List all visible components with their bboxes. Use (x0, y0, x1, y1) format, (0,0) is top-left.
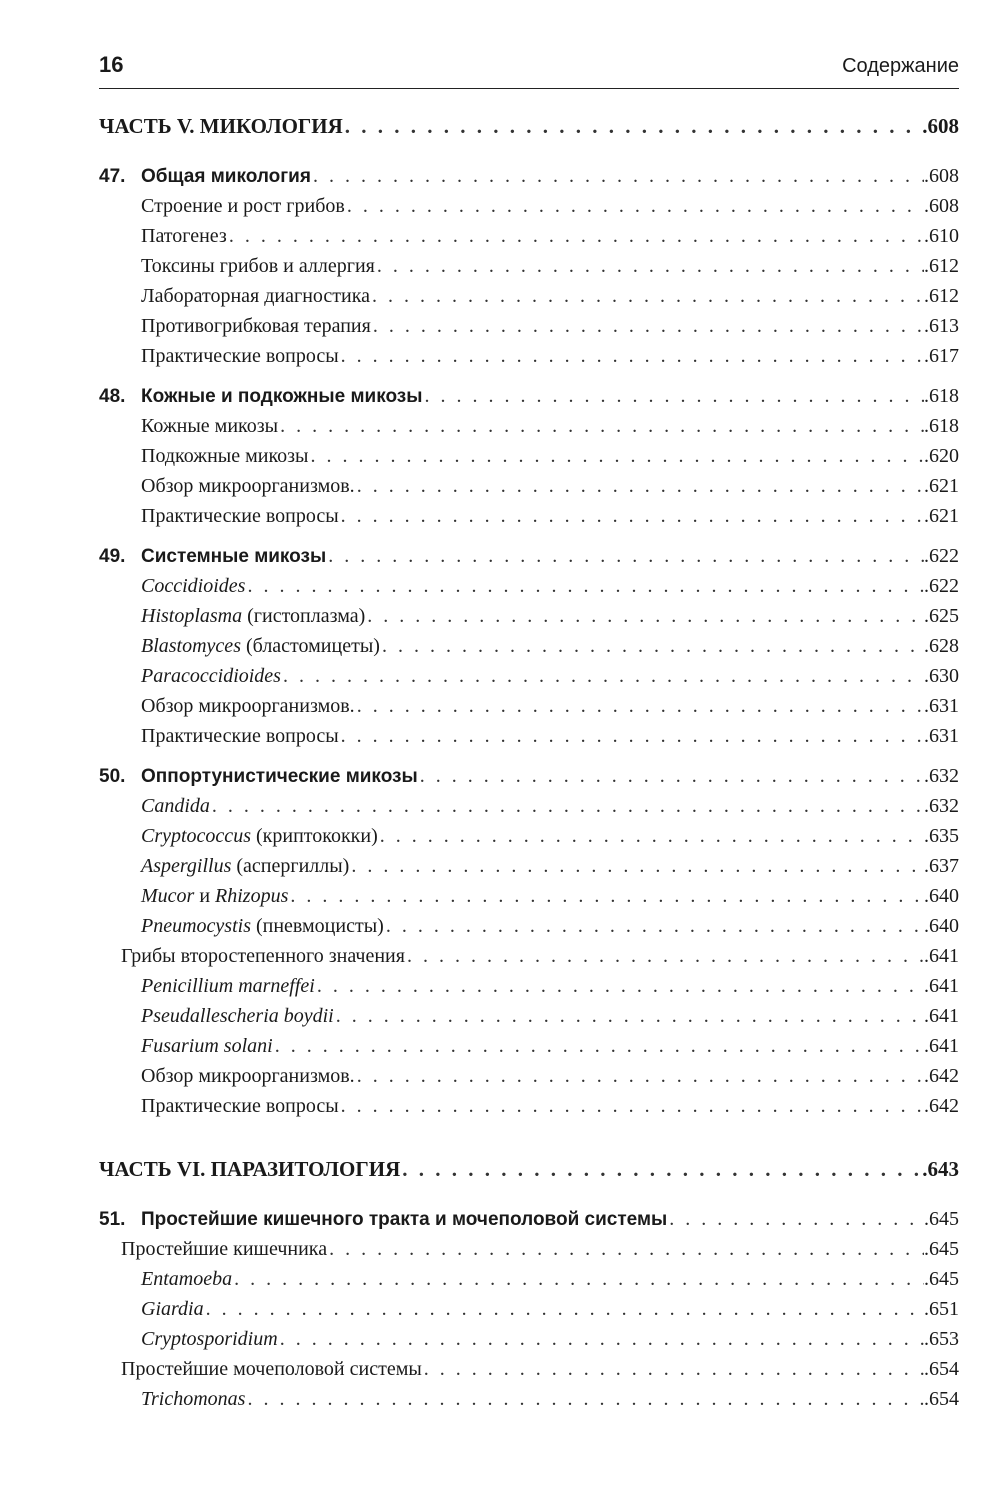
toc-chapter-number: 47. (99, 166, 126, 187)
toc-page: .654 (924, 1388, 959, 1410)
toc-page: .617 (924, 345, 959, 367)
toc-page: .613 (924, 315, 959, 337)
toc-entry[interactable] (99, 1031, 959, 1061)
toc-entry-latin: Rhizopus (215, 885, 289, 907)
toc-entry-label: Противогрибковая терапия (141, 315, 371, 337)
toc-entry-label: Простейшие мочеполовой системы (121, 1358, 422, 1380)
toc-entry-label: Практические вопросы (141, 505, 339, 527)
toc-page: .645 (924, 1208, 959, 1230)
toc-part-label: ЧАСТЬ VI. ПАРАЗИТОЛОГИЯ (99, 1157, 401, 1181)
toc-page: .645 (924, 1268, 959, 1290)
toc-page: .632 (924, 795, 959, 817)
toc-entry-label: Лабораторная диагностика (141, 285, 371, 307)
toc-page: .642 (924, 1065, 959, 1087)
toc-part-6[interactable] (99, 1154, 959, 1184)
toc-page: .628 (924, 635, 959, 657)
toc-entry[interactable] (99, 571, 959, 601)
toc-entry-label: Обзор микроорганизмов. (141, 1065, 355, 1087)
toc-page: .622 (924, 545, 959, 567)
toc-subsection[interactable] (99, 941, 959, 971)
toc-chapter-title: Общая микология (141, 166, 311, 187)
toc-entry[interactable] (99, 721, 959, 751)
toc-entry-latin: Candida (141, 795, 210, 817)
toc-chapter-number: 48. (99, 386, 126, 407)
toc-entry-label: Строение и рост грибов (141, 195, 345, 217)
toc-entry[interactable] (99, 441, 959, 471)
toc-entry-latin: Coccidioides (141, 575, 246, 597)
toc-entry-label: Практические вопросы (141, 1095, 339, 1117)
toc-page: .632 (924, 765, 959, 787)
toc-entry[interactable] (99, 471, 959, 501)
toc-entry-label: Практические вопросы (141, 345, 339, 367)
toc-entry[interactable] (99, 971, 959, 1001)
toc-entry[interactable] (99, 791, 959, 821)
toc-chapter-number: 49. (99, 546, 126, 567)
toc-page: .641 (924, 1035, 959, 1057)
toc-entry[interactable] (99, 881, 959, 911)
toc-entry[interactable] (99, 341, 959, 371)
toc-page: .640 (924, 915, 959, 937)
toc-page: .608 (924, 165, 959, 187)
toc-entry[interactable] (99, 221, 959, 251)
toc-entry-latin: Penicillium marneffei (141, 975, 315, 997)
toc-entry[interactable] (99, 411, 959, 441)
toc-entry-label: Кожные микозы (141, 415, 279, 437)
toc-entry-label: Грибы второстепенного значения (121, 945, 405, 967)
toc-entry-latin: Histoplasma (141, 605, 243, 627)
toc-page: .625 (924, 605, 959, 627)
toc-page: .618 (924, 415, 959, 437)
toc-entry[interactable] (99, 251, 959, 281)
toc-page: .637 (924, 855, 959, 877)
toc-entry[interactable] (99, 631, 959, 661)
toc-part-label: ЧАСТЬ V. МИКОЛОГИЯ (99, 114, 343, 138)
toc-chapter-49[interactable] (99, 541, 959, 571)
toc-chapter-51[interactable] (99, 1204, 959, 1234)
toc-entry-latin: Cryptosporidium (141, 1328, 278, 1350)
toc-entry[interactable] (99, 1384, 959, 1414)
toc-page: .631 (924, 725, 959, 747)
toc-entry[interactable] (99, 661, 959, 691)
toc-page: .612 (924, 285, 959, 307)
toc-entry-label: и (194, 885, 216, 907)
toc-chapter-50[interactable] (99, 761, 959, 791)
toc-entry-label: (бластомицеты) (240, 635, 380, 657)
running-title: Содержание (842, 55, 959, 77)
toc-page: .630 (924, 665, 959, 687)
toc-page: .612 (924, 255, 959, 277)
toc-page: .620 (924, 445, 959, 467)
toc-entry-label: Обзор микроорганизмов. (141, 695, 355, 717)
toc-page: .608 (924, 195, 959, 217)
toc-chapter-title: Системные микозы (141, 546, 327, 567)
toc-entry[interactable] (99, 601, 959, 631)
toc-chapter-number: 50. (99, 766, 126, 787)
toc-entry-latin: Trichomonas (141, 1388, 246, 1410)
toc-page: .645 (924, 1238, 959, 1260)
toc-chapter-title: Оппортунистические микозы (141, 766, 418, 787)
toc-entry[interactable] (99, 1001, 959, 1031)
toc-page: .618 (924, 385, 959, 407)
toc-page: .631 (924, 695, 959, 717)
toc-entry-label: Подкожные микозы (141, 445, 309, 467)
toc-part-5[interactable] (99, 111, 959, 141)
toc-entry-latin: Pneumocystis (141, 915, 251, 937)
toc-entry[interactable] (99, 311, 959, 341)
toc-page: .643 (922, 1157, 959, 1181)
toc-entry-label: (криптококки) (250, 825, 378, 847)
toc-entry[interactable] (99, 281, 959, 311)
toc-entry-label: (гистоплазма) (242, 605, 366, 627)
toc-chapter-title: Простейшие кишечного тракта и мочеполовой системы (141, 1209, 668, 1230)
toc-page: .610 (924, 225, 959, 247)
toc-page: .621 (924, 505, 959, 527)
toc-entry-latin: Aspergillus (141, 855, 232, 877)
toc-chapter-title: Кожные и подкожные микозы (141, 386, 423, 407)
toc-page: .621 (924, 475, 959, 497)
toc-page: .651 (924, 1298, 959, 1320)
toc-entry-latin: Entamoeba (141, 1268, 233, 1290)
toc-entry-label: (пневмоцисты) (250, 915, 384, 937)
toc-entry[interactable] (99, 1091, 959, 1121)
toc-entry-latin: Giardia (141, 1298, 204, 1320)
toc-subsection[interactable] (99, 1234, 959, 1264)
toc-page: .640 (924, 885, 959, 907)
toc-entry-latin: Pseudallescheria boydii (141, 1005, 334, 1027)
toc-page: .635 (924, 825, 959, 847)
toc-chapter-number: 51. (99, 1209, 126, 1230)
toc-entry[interactable] (99, 1061, 959, 1091)
toc-page: .641 (924, 1005, 959, 1027)
toc-entry-label: Обзор микроорганизмов. (141, 475, 355, 497)
toc-entry[interactable] (99, 851, 959, 881)
toc-entry[interactable] (99, 911, 959, 941)
toc-page: .654 (924, 1358, 959, 1380)
toc-entry-label: Практические вопросы (141, 725, 339, 747)
toc-chapter-47[interactable] (99, 161, 959, 191)
toc-entry-latin: Blastomyces (141, 635, 241, 657)
toc-entry-label: (аспергиллы) (231, 855, 350, 877)
toc-entry-latin: Cryptococcus (141, 825, 251, 847)
toc-page: .608 (922, 114, 959, 138)
toc-entry[interactable] (99, 1294, 959, 1324)
toc-page: .641 (924, 945, 959, 967)
toc-entry-latin: Fusarium solani (141, 1035, 273, 1057)
toc-entry[interactable] (99, 1324, 959, 1354)
toc-entry-label: Токсины грибов и аллергия (141, 255, 375, 277)
toc-page: .653 (924, 1328, 959, 1350)
toc-page: .642 (924, 1095, 959, 1117)
toc-page: .622 (924, 575, 959, 597)
toc-entry[interactable] (99, 1264, 959, 1294)
toc-entry-latin: Paracoccidioides (141, 665, 281, 687)
toc-entry[interactable] (99, 501, 959, 531)
toc-entry-label: Простейшие кишечника (121, 1238, 328, 1260)
toc-entry-latin: Mucor (141, 885, 195, 907)
page-header (99, 50, 959, 89)
toc-chapter-48[interactable] (99, 381, 959, 411)
table-of-contents (99, 111, 959, 1414)
toc-entry[interactable] (99, 821, 959, 851)
toc-page: .641 (924, 975, 959, 997)
toc-subsection[interactable] (99, 1354, 959, 1384)
toc-entry[interactable] (99, 191, 959, 221)
toc-entry-label: Патогенез (141, 225, 227, 247)
page-number: 16 (99, 52, 124, 77)
toc-entry[interactable] (99, 691, 959, 721)
